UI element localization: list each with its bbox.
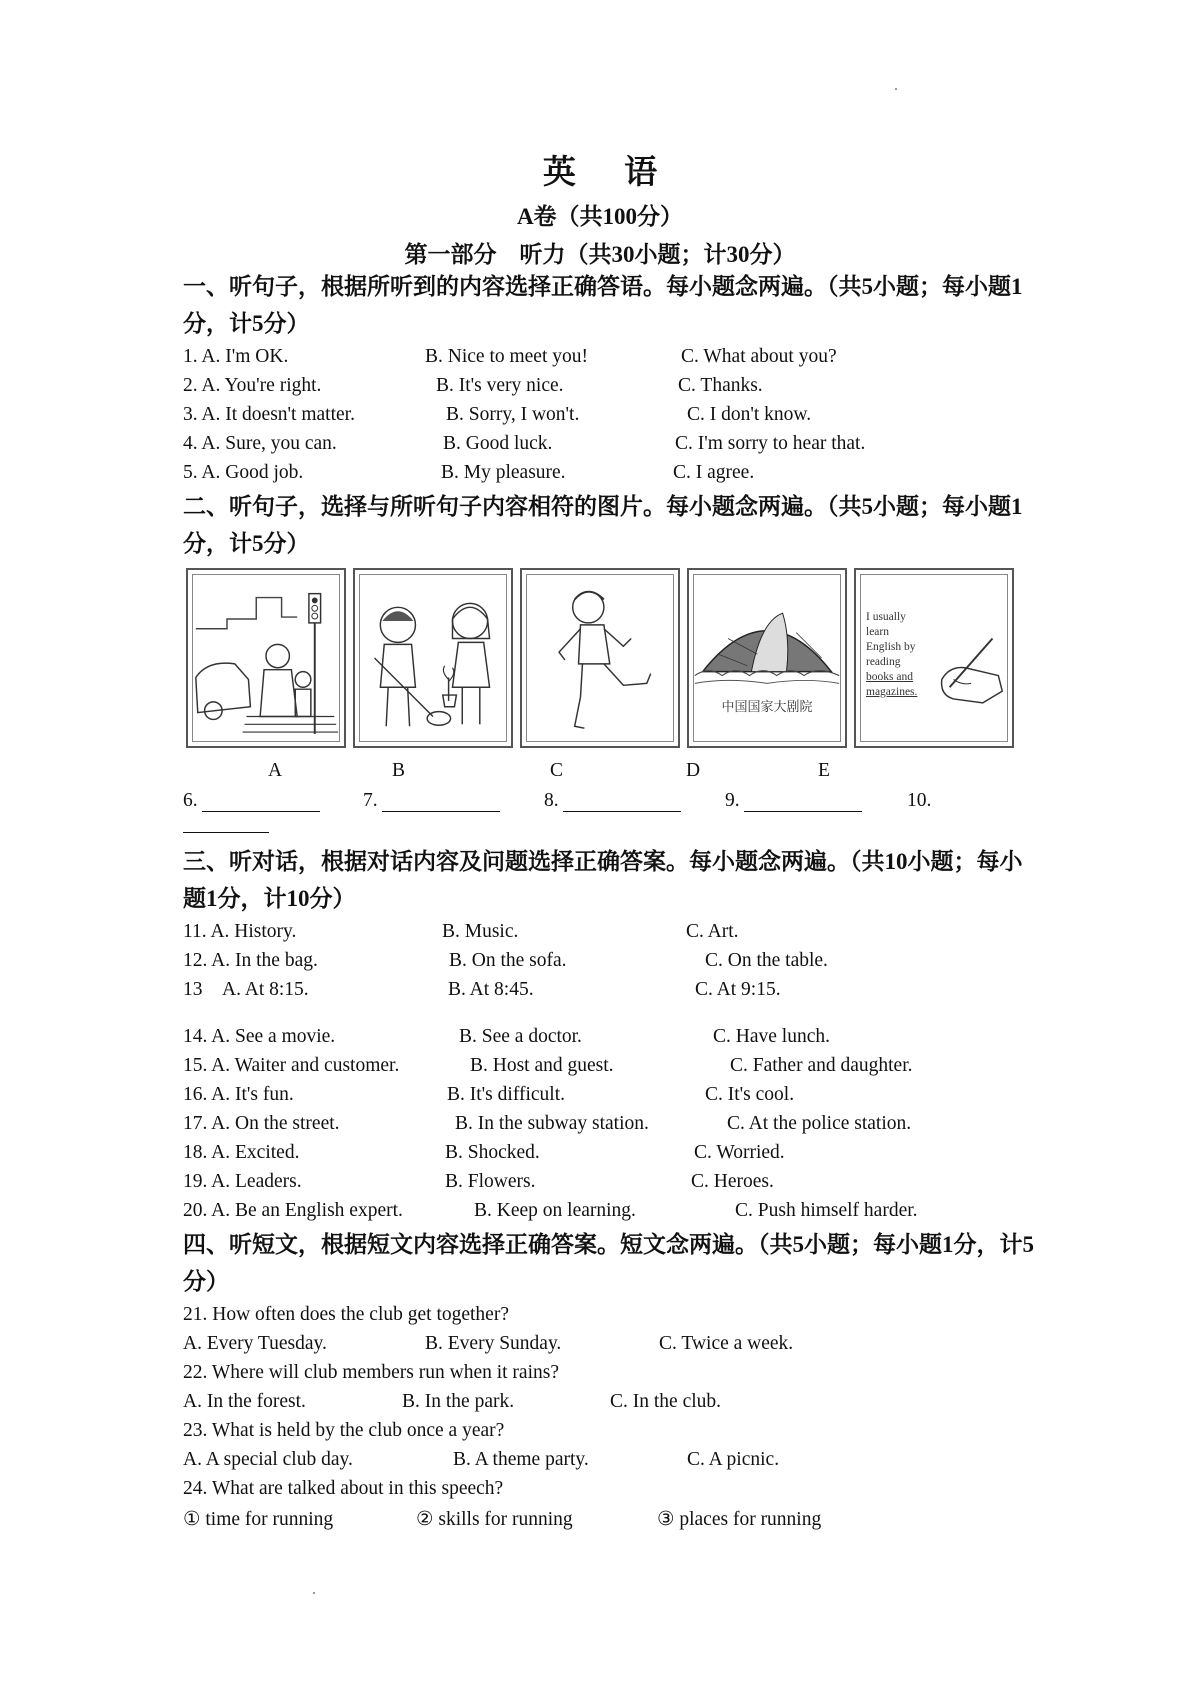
picture-letter-c: C [550,760,564,781]
option-a: 12. A. In the bag. [183,950,318,971]
picture-letter-a: A [268,760,283,781]
option-a: 17. A. On the street. [183,1113,340,1134]
option-a: 2. A. You're right. [183,375,322,396]
picture-letter-e: E [818,760,830,781]
option-c: C. Push himself harder. [735,1200,918,1221]
option-c: C. Twice a week. [659,1333,794,1354]
option-c: C. Have lunch. [713,1026,830,1047]
option-b: B. It's difficult. [447,1084,565,1105]
picture-d [687,568,847,748]
answer-blank-6[interactable]: 6. [183,790,320,812]
option-c: C. In the club. [610,1391,722,1412]
option-b: B. Shocked. [445,1142,540,1163]
option-c: C. I'm sorry to hear that. [675,433,866,454]
option-a: 11. A. History. [183,921,297,942]
option-a: 16. A. It's fun. [183,1084,294,1105]
option-b: B. Every Sunday. [425,1333,562,1354]
option-a: 13 A. At 8:15. [183,979,309,1000]
option-c: C. Art. [686,921,739,942]
crosswalk-scene-icon [188,570,344,746]
picture-c [520,568,680,748]
section-3-instructions: 三、听对话，根据对话内容及问题选择正确答案。每小题念两遍。（共10小题；每小题1分，计10分） [183,849,1023,911]
picture-letter-b: B [392,760,406,781]
option-1: ① time for running [183,1509,334,1530]
answer-line-10[interactable] [183,832,269,833]
option-c: C. Thanks. [678,375,763,396]
option-c: C. At the police station. [727,1113,912,1134]
option-3: ③ places for running [657,1509,822,1530]
option-a: 3. A. It doesn't matter. [183,404,355,425]
option-a: A. Every Tuesday. [183,1333,327,1354]
option-a: 19. A. Leaders. [183,1171,302,1192]
option-c: C. I don't know. [687,404,812,425]
running-boy-icon [522,570,678,746]
option-a: A. In the forest. [183,1391,306,1412]
answer-blank-7[interactable]: 7. [363,790,500,812]
section-1-instructions: 一、听句子，根据所听到的内容选择正确答语。每小题念两遍。（共5小题；每小题1分，计5分） [183,274,1023,336]
page-title: 英 语 [542,155,678,191]
option-b: B. Flowers. [445,1171,536,1192]
section-4-instructions: 四、听短文，根据短文内容选择正确答案。短文念两遍。（共5小题；每小题1分，计5分） [183,1232,1034,1294]
answer-blank-10[interactable]: 10. [907,790,932,811]
grand-theatre-icon [689,570,845,746]
answer-blank-8[interactable]: 8. [544,790,681,812]
option-a: A. A special club day. [183,1449,353,1470]
writing-hand-icon [856,570,1012,746]
picture-e [854,568,1014,748]
option-c: C. At 9:15. [695,979,781,1000]
part-heading: 第一部分 听力（共30小题；计30分） [404,242,796,267]
scan-speck [895,88,897,90]
question-text: 22. Where will club members run when it rains? [183,1362,559,1383]
volume-heading: A卷（共100分） [516,204,684,229]
option-a: 15. A. Waiter and customer. [183,1055,400,1076]
option-b: B. Host and guest. [470,1055,614,1076]
option-a: 20. A. Be an English expert. [183,1200,403,1221]
option-b: B. Good luck. [443,433,553,454]
option-b: B. Keep on learning. [474,1200,636,1221]
option-a: 14. A. See a movie. [183,1026,336,1047]
option-a: 5. A. Good job. [183,462,304,483]
section-2-instructions: 二、听句子，选择与所听句子内容相符的图片。每小题念两遍。（共5小题；每小题1分，计5分） [183,494,1023,556]
option-b: B. A theme party. [453,1449,589,1470]
option-b: B. In the subway station. [455,1113,649,1134]
note-text: I usually learn English by reading books and magazines. [866,611,918,698]
scan-speck [313,1592,315,1594]
question-text: 21. How often does the club get together? [183,1304,509,1325]
option-a: 1. A. I'm OK. [183,346,289,367]
option-b: B. In the park. [402,1391,515,1412]
option-b: B. On the sofa. [449,950,567,971]
option-b: B. Music. [442,921,519,942]
question-text: 23. What is held by the club once a year? [183,1420,505,1441]
option-2: ② skills for running [416,1509,573,1530]
option-b: B. Nice to meet you! [425,346,588,367]
option-c: C. A picnic. [687,1449,780,1470]
option-c: C. I agree. [673,462,755,483]
option-b: B. See a doctor. [459,1026,582,1047]
option-a: 4. A. Sure, you can. [183,433,337,454]
picture-b [353,568,513,748]
picture-letter-d: D [686,760,701,781]
theatre-caption: 中国国家大剧院 [721,700,813,715]
answer-blank-9[interactable]: 9. [725,790,862,812]
option-c: C. It's cool. [705,1084,795,1105]
option-b: B. It's very nice. [436,375,564,396]
question-text: 24. What are talked about in this speech? [183,1478,504,1499]
option-c: C. Father and daughter. [730,1055,913,1076]
option-c: C. On the table. [705,950,828,971]
picture-a [186,568,346,748]
option-b: B. Sorry, I won't. [446,404,580,425]
option-c: C. Heroes. [691,1171,774,1192]
option-c: C. What about you? [681,346,837,367]
option-c: C. Worried. [694,1142,785,1163]
option-a: 18. A. Excited. [183,1142,300,1163]
tree-planting-icon [355,570,511,746]
option-b: B. My pleasure. [441,462,566,483]
option-b: B. At 8:45. [448,979,534,1000]
